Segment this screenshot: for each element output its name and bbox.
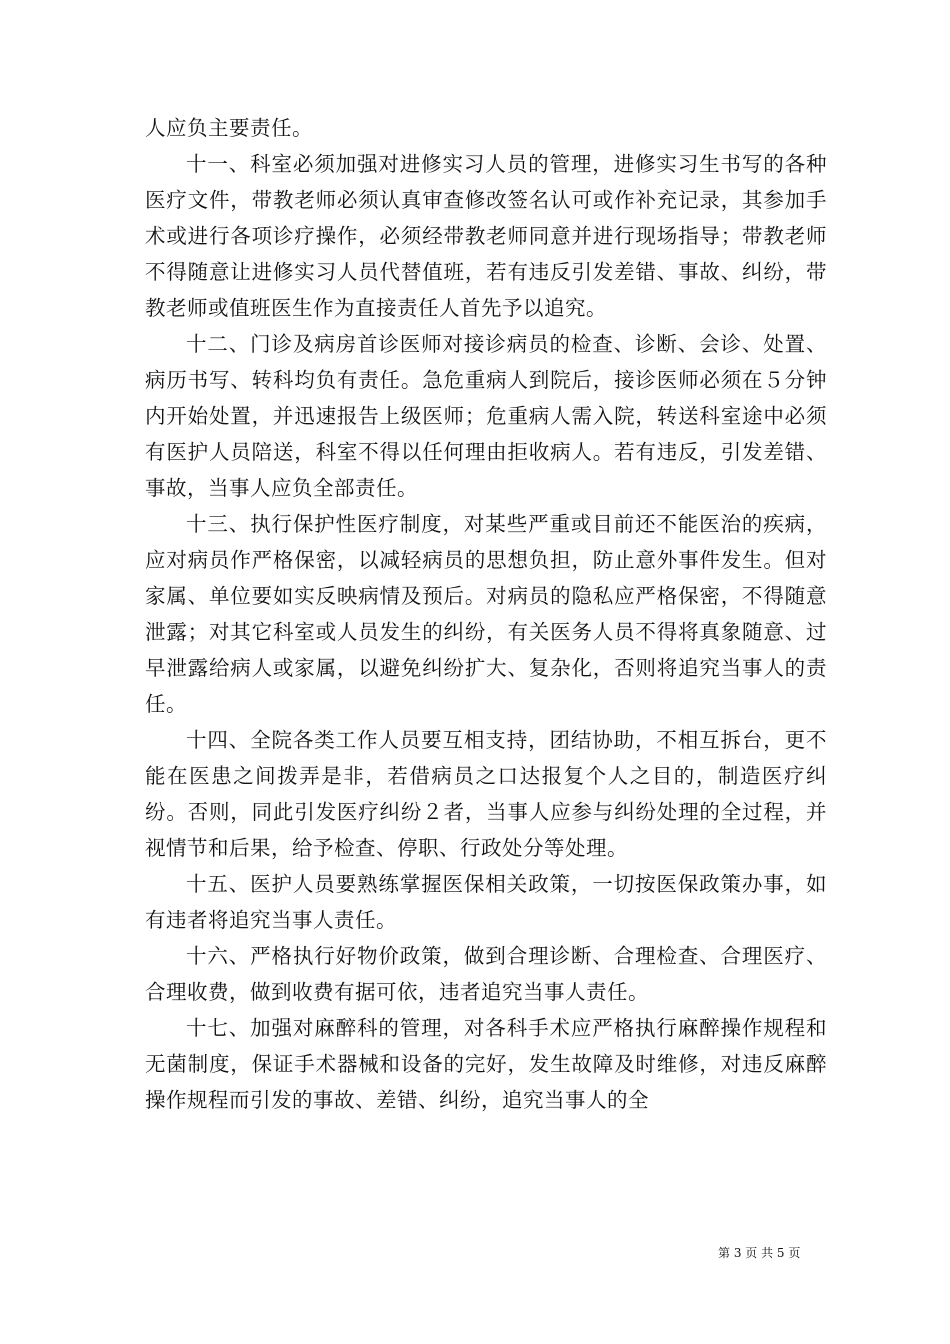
paragraph-article-16: 十六、严格执行好物价政策，做到合理诊断、合理检查、合理医疗、合理收费，做到收费有据可依，违者追究当事人责任。 (145, 944, 827, 1004)
paragraph-article-17: 十七、加强对麻醉科的管理，对各科手术应严格执行麻醉操作规程和无菌制度，保证手术器械和设备的完好，发生故障及时维修，对违反麻醉操作规程而引发的事故、差错、纠纷，追究当事人的全 (145, 1016, 827, 1112)
paragraph-continuation: 人应负主要责任。 (145, 116, 313, 140)
paragraph-article-12: 十二、门诊及病房首诊医师对接诊病员的检查、诊断、会诊、处置、病历书写、转科均负有责任。急危重病人到院后，接诊医师必须在５分钟内开始处置，并迅速报告上级医师；危重病人需入院，转送科室途中必须有医护人员陪送，科室不得以任何理由拒收病人。若有违反，引发差错、事故，当事人应负全部责任。 (145, 332, 827, 500)
paragraph-article-15: 十五、医护人员要熟练掌握医保相关政策，一切按医保政策办事，如有违者将追究当事人责任。 (145, 872, 827, 932)
paragraph-article-14: 十四、全院各类工作人员要互相支持，团结协助，不相互拆台，更不能在医患之间拨弄是非，若借病员之口达报复个人之目的，制造医疗纠纷。否则，同此引发医疗纠纷２者，当事人应参与纠纷处理的全过程，并视情节和后果，给予检查、停职、行政处分等处理。 (145, 728, 827, 860)
paragraph-article-13: 十三、执行保护性医疗制度，对某些严重或目前还不能医治的疾病，应对病员作严格保密，以减轻病员的思想负担，防止意外事件发生。但对家属、单位要如实反映病情及预后。对病员的隐私应严格保密，不得随意泄露；对其它科室或人员发生的纠纷，有关医务人员不得将真象随意、过早泄露给病人或家属，以避免纠纷扩大、复杂化，否则将追究当事人的责任。 (145, 512, 827, 716)
document-body (145, 110, 827, 1118)
paragraph-article-11: 十一、科室必须加强对进修实习人员的管理，进修实习生书写的各种医疗文件，带教老师必须认真审查修改签名认可或作补充记录，其参加手术或进行各项诊疗操作，必须经带教老师同意并进行现场指导；带教老师不得随意让进修实习人员代替值班，若有违反引发差错、事故、纠纷，带教老师或值班医生作为直接责任人首先予以追究。 (145, 152, 827, 320)
page-number-footer: 第 3 页 共 5 页 (718, 1246, 801, 1260)
